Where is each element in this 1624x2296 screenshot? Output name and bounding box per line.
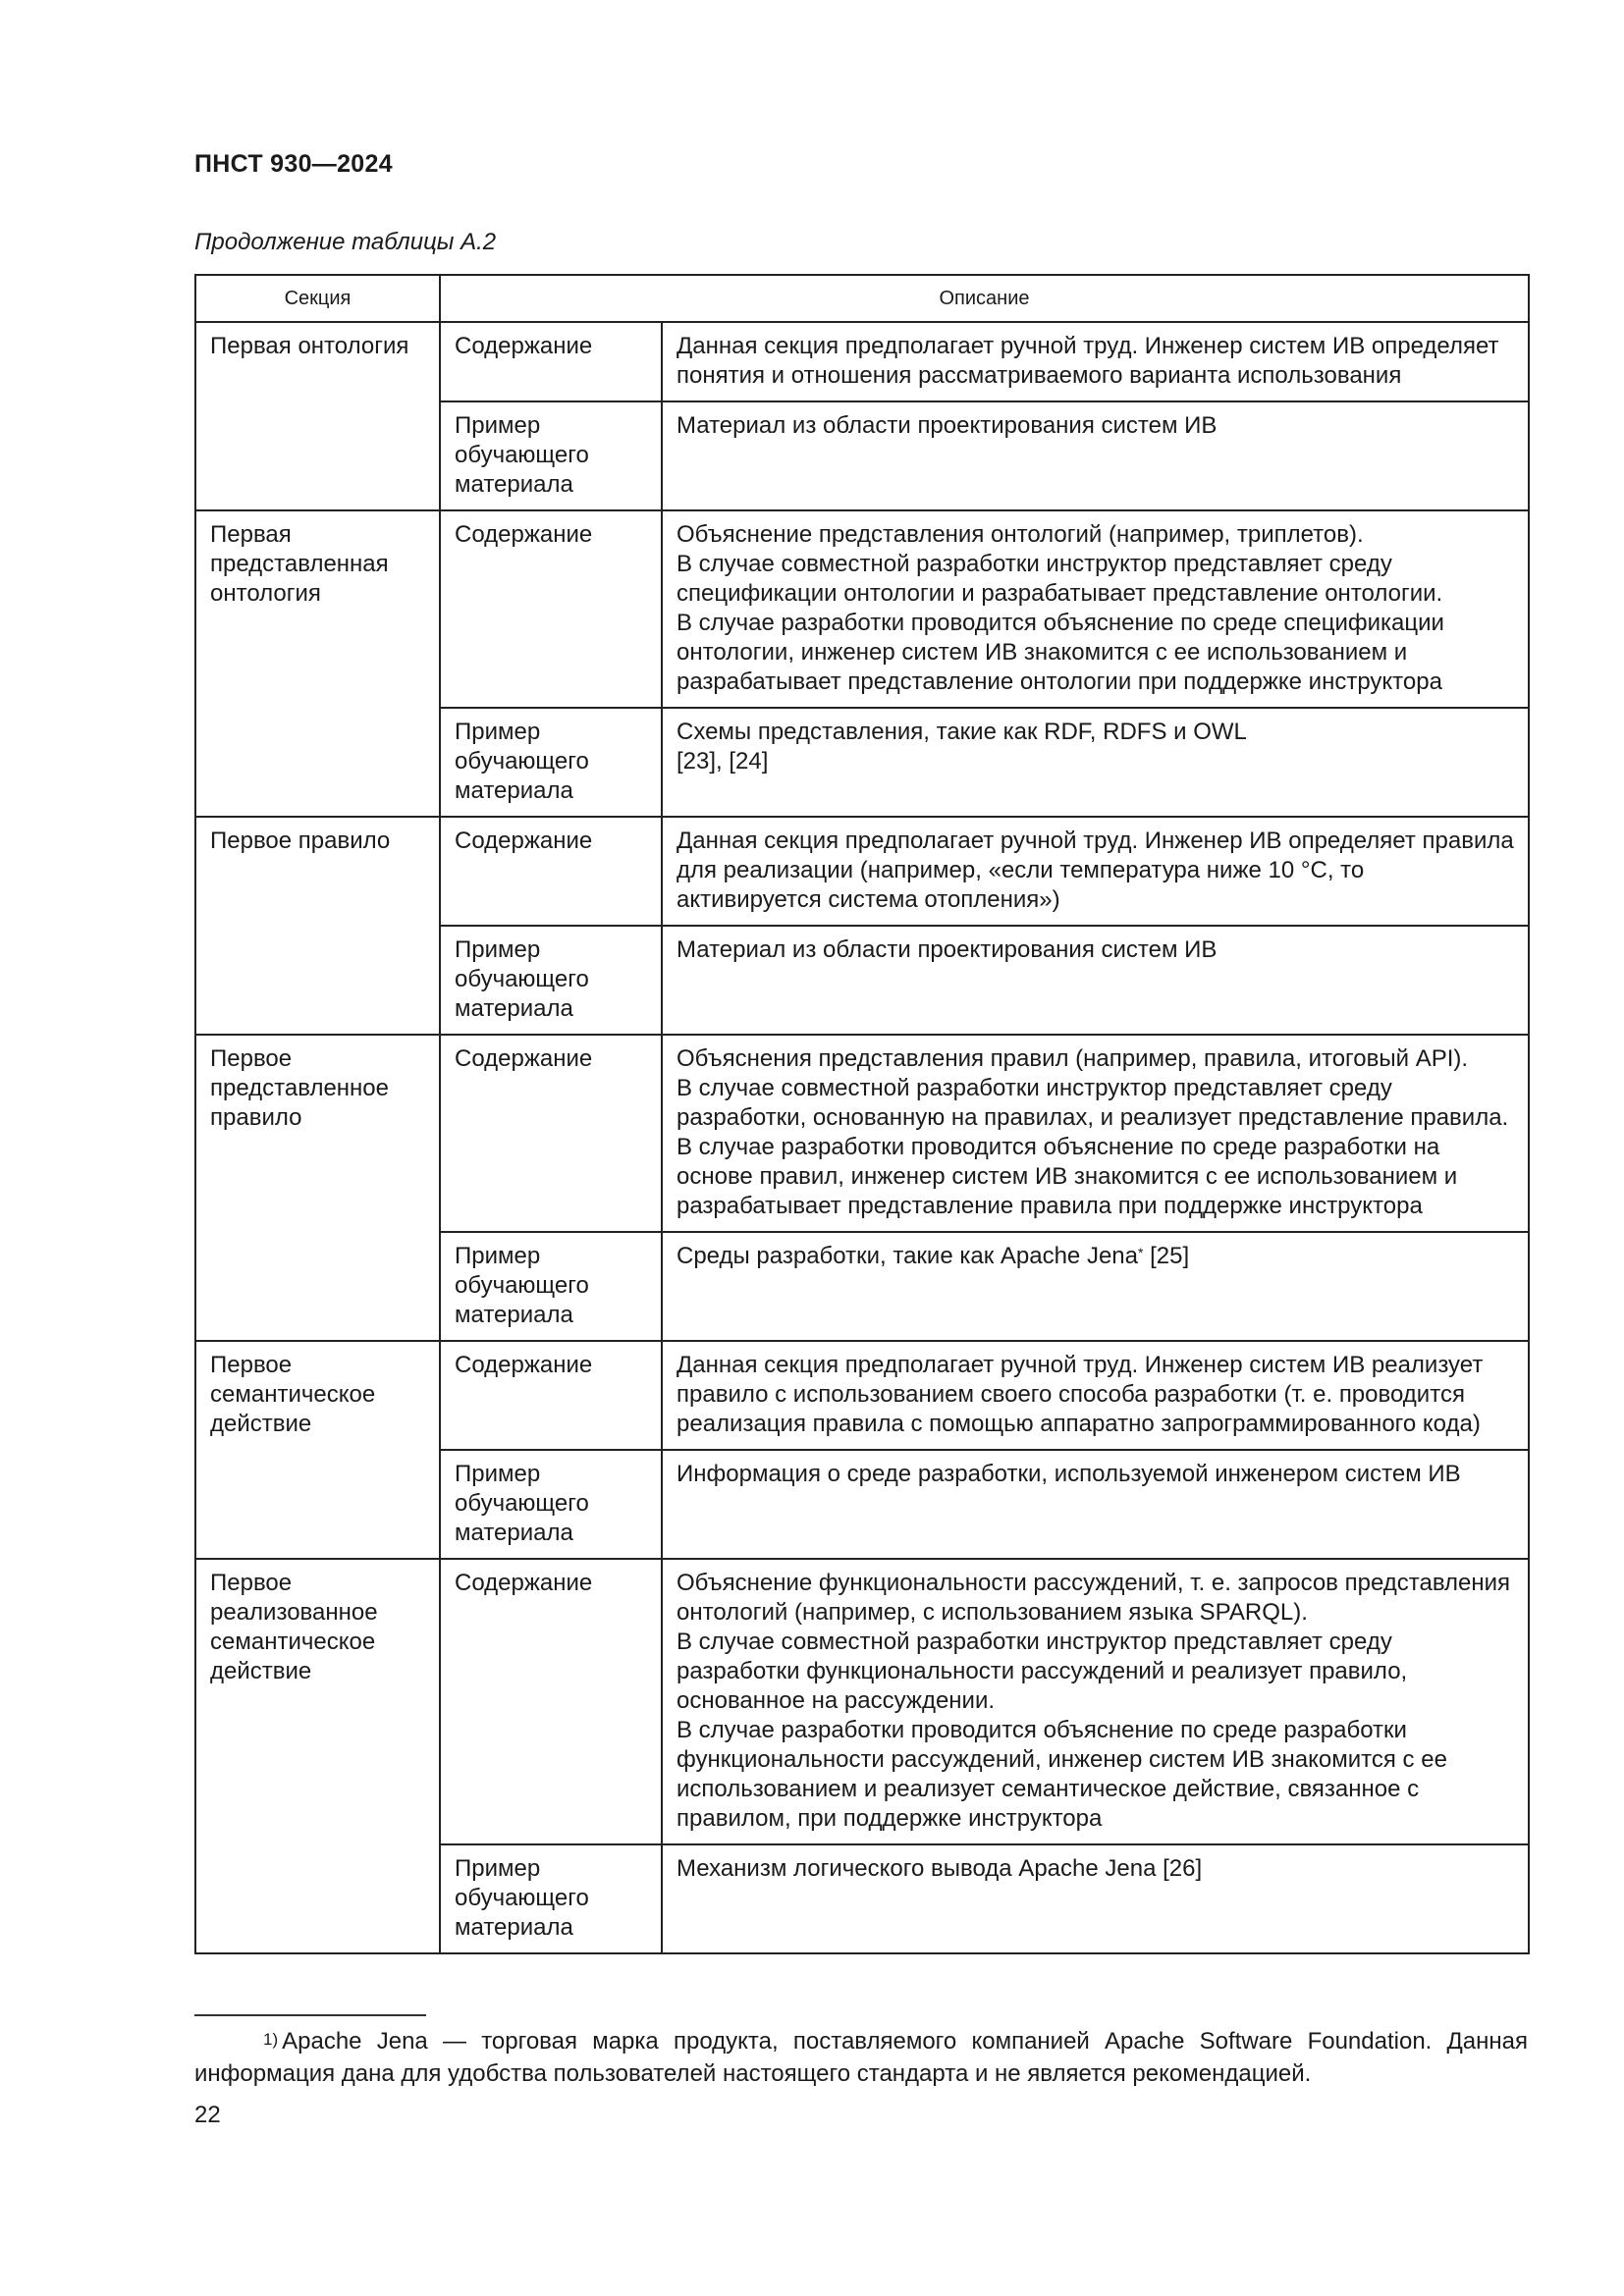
description-text: Данная секция предполагает ручной труд. Инженер систем ИВ определяет понятия и отношения рассматриваемого варианта использования [677, 333, 1499, 389]
section-cell: Первое реализованное семантическое действие [195, 1559, 440, 1953]
description-text: Материал из области проектирования систем ИВ [677, 936, 1218, 963]
row-label-cell: Пример обучающего материала [440, 1844, 662, 1953]
document-code: ПНСТ 930—2024 [194, 150, 393, 178]
header-description: Описание [440, 275, 1529, 322]
description-cell [662, 510, 1529, 708]
description-paragraph: В случае совместной разработки инструктор представляет среду разработки, основанную на правилах, и реализует представление правила. [677, 1075, 1509, 1131]
section-cell: Первое представленное правило [195, 1035, 440, 1341]
row-label-cell: Пример обучающего материала [440, 708, 662, 817]
description-cell [662, 1844, 1529, 1953]
description-cell [662, 1450, 1529, 1559]
section-cell: Первая представленная онтология [195, 510, 440, 817]
table-row [195, 817, 1529, 926]
table-row [195, 1559, 1529, 1844]
description-cell [662, 1232, 1529, 1341]
table-caption: Продолжение таблицы А.2 [194, 229, 497, 255]
row-label-cell: Пример обучающего материала [440, 401, 662, 510]
section-cell: Первое семантическое действие [195, 1341, 440, 1559]
row-label-cell: Содержание [440, 1341, 662, 1450]
description-paragraph: Объяснения представления правил (например, правила, итоговый API). [677, 1045, 1469, 1072]
page-number: 22 [194, 2102, 221, 2128]
table-row [195, 510, 1529, 708]
description-text: Среды разработки, такие как Apache Jena [677, 1243, 1138, 1269]
description-paragraph: В случае совместной разработки инструктор представляет среду спецификации онтологии и разрабатывает представление онтологии. [677, 551, 1443, 607]
row-label-cell: Содержание [440, 1559, 662, 1844]
description-paragraph: Объяснение функциональности рассуждений, т. е. запросов представления онтологий (например, с использованием языка SPARQL). [677, 1570, 1511, 1626]
description-cell [662, 926, 1529, 1035]
description-paragraph: Объяснение представления онтологий (например, триплетов). [677, 521, 1364, 548]
row-label-cell: Пример обучающего материала [440, 1232, 662, 1341]
description-cell [662, 817, 1529, 926]
header-section: Секция [195, 275, 440, 322]
row-label-cell: Содержание [440, 510, 662, 708]
description-text: Данная секция предполагает ручной труд. Инженер систем ИВ реализует правило с использованием своего способа разработки (т. е. проводится реализация правила с помощью аппаратно запрограммированного кода) [677, 1352, 1484, 1437]
footnote-reference: * [1138, 1245, 1144, 1260]
description-paragraph: В случае разработки проводится объяснение по среде спецификации онтологии, инженер систем ИВ знакомится с ее использованием и разрабатывает представление онтологии при поддержке инструктора [677, 610, 1444, 695]
footnote-text: Apache Jena — торговая марка продукта, поставляемого компанией Apache Software Foundation. Данная информация дана для удобства пользователей настоящего стандарта и не является рекомендацией. [194, 2028, 1528, 2087]
footnote-mark: 1) [263, 2030, 279, 2049]
references: [23], [24] [677, 748, 769, 774]
description-text: Материал из области проектирования систем ИВ [677, 412, 1218, 439]
description-cell [662, 1559, 1529, 1844]
description-cell [662, 322, 1529, 401]
row-label-cell: Содержание [440, 1035, 662, 1232]
description-paragraph: В случае разработки проводится объяснение по среде разработки функциональности рассуждений, инженер систем ИВ знакомится с ее использованием и реализует семантическое действие, связанное с правилом, при поддержке инструктора [677, 1717, 1447, 1832]
description-cell [662, 1035, 1529, 1232]
table-row [195, 1035, 1529, 1232]
section-cell: Первое правило [195, 817, 440, 1035]
row-label-cell: Пример обучающего материала [440, 926, 662, 1035]
table-header-row [195, 275, 1529, 322]
reference-text: [25] [1143, 1243, 1190, 1269]
description-cell [662, 401, 1529, 510]
table-body [195, 322, 1529, 1953]
table-row [195, 1341, 1529, 1450]
footnote-divider [194, 2014, 426, 2016]
description-cell [662, 1341, 1529, 1450]
description-cell [662, 708, 1529, 817]
description-paragraph: В случае разработки проводится объяснение по среде разработки на основе правил, инженер систем ИВ знакомится с ее использованием и разрабатывает представление правила при поддержке инструктора [677, 1134, 1458, 1219]
description-paragraph: В случае совместной разработки инструктор представляет среду разработки функциональности рассуждений и реализует правило, основанное на рассуждении. [677, 1629, 1408, 1714]
section-cell: Первая онтология [195, 322, 440, 510]
table-row [195, 322, 1529, 401]
description-text: Данная секция предполагает ручной труд. Инженер ИВ определяет правила для реализации (например, «если температура ниже 10 °C, то активируется система отопления») [677, 828, 1514, 913]
row-label-cell: Содержание [440, 817, 662, 926]
description-text: Информация о среде разработки, используемой инженером систем ИВ [677, 1461, 1461, 1487]
description-text: Схемы представления, такие как RDF, RDFS и OWL [677, 719, 1247, 745]
description-text: Механизм логического вывода Apache Jena [26] [677, 1855, 1203, 1882]
row-label-cell: Содержание [440, 322, 662, 401]
footnote [194, 2025, 1528, 2090]
table-a2 [194, 274, 1530, 1954]
row-label-cell: Пример обучающего материала [440, 1450, 662, 1559]
